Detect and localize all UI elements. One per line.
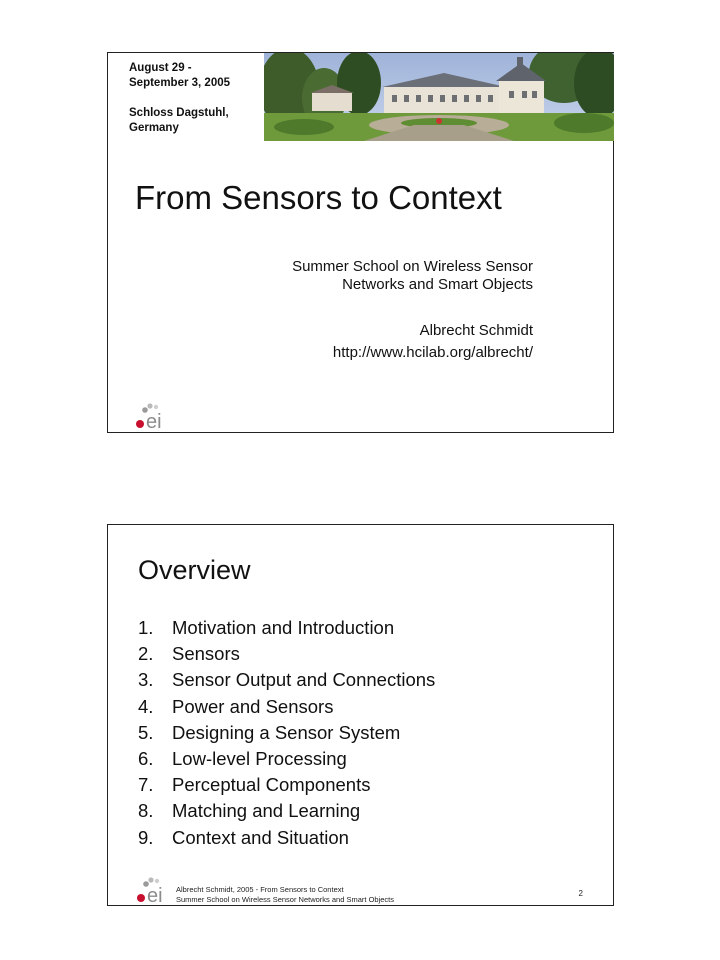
event-info [129,61,230,136]
event-location-line1: Schloss Dagstuhl, [129,107,229,119]
overview-list [138,615,435,851]
list-item: 6. Low-level Processing [138,748,347,770]
list-item: 7. Perceptual Components [138,774,371,796]
event-location-line2: Germany [129,122,179,134]
author-block [333,320,533,364]
subtitle-line2: Networks and Smart Objects [342,276,533,293]
logo-text: ei [147,885,163,905]
slide-title: Overview [138,555,251,585]
ei-logo [135,877,173,905]
castle-photo [264,53,614,141]
list-item: 4. Power and Sensors [138,695,334,717]
ei-logo [134,403,172,431]
list-item: 3. Sensor Output and Connections [138,669,436,691]
event-date-line2: September 3, 2005 [129,77,231,89]
footer-line1: Albrecht Schmidt, 2005 - From Sensors to Context [176,885,344,894]
slide-footer [176,885,394,905]
list-item: 1. Motivation and Introduction [138,617,395,638]
footer-line2: Summer School on Wireless Sensor Networks and Smart Objects [176,895,394,904]
subtitle [292,258,533,294]
author-url: http://www.hcilab.org/albrecht/ [332,344,533,361]
subtitle-line1: Summer School on Wireless Sensor [292,258,533,275]
list-item: 5. Designing a Sensor System [138,721,401,743]
overview-slide [107,524,614,906]
list-item: 8. Matching and Learning [138,800,361,822]
title-slide [107,52,614,433]
list-item: 2. Sensors [138,643,240,665]
list-item: 9. Context and Situation [138,826,349,848]
page-number: 2 [578,889,583,898]
author-name: Albrecht Schmidt [419,322,533,339]
event-date-line1: August 29 - [129,62,192,74]
slide-title: From Sensors to Context [135,179,502,216]
logo-text: ei [146,411,162,431]
